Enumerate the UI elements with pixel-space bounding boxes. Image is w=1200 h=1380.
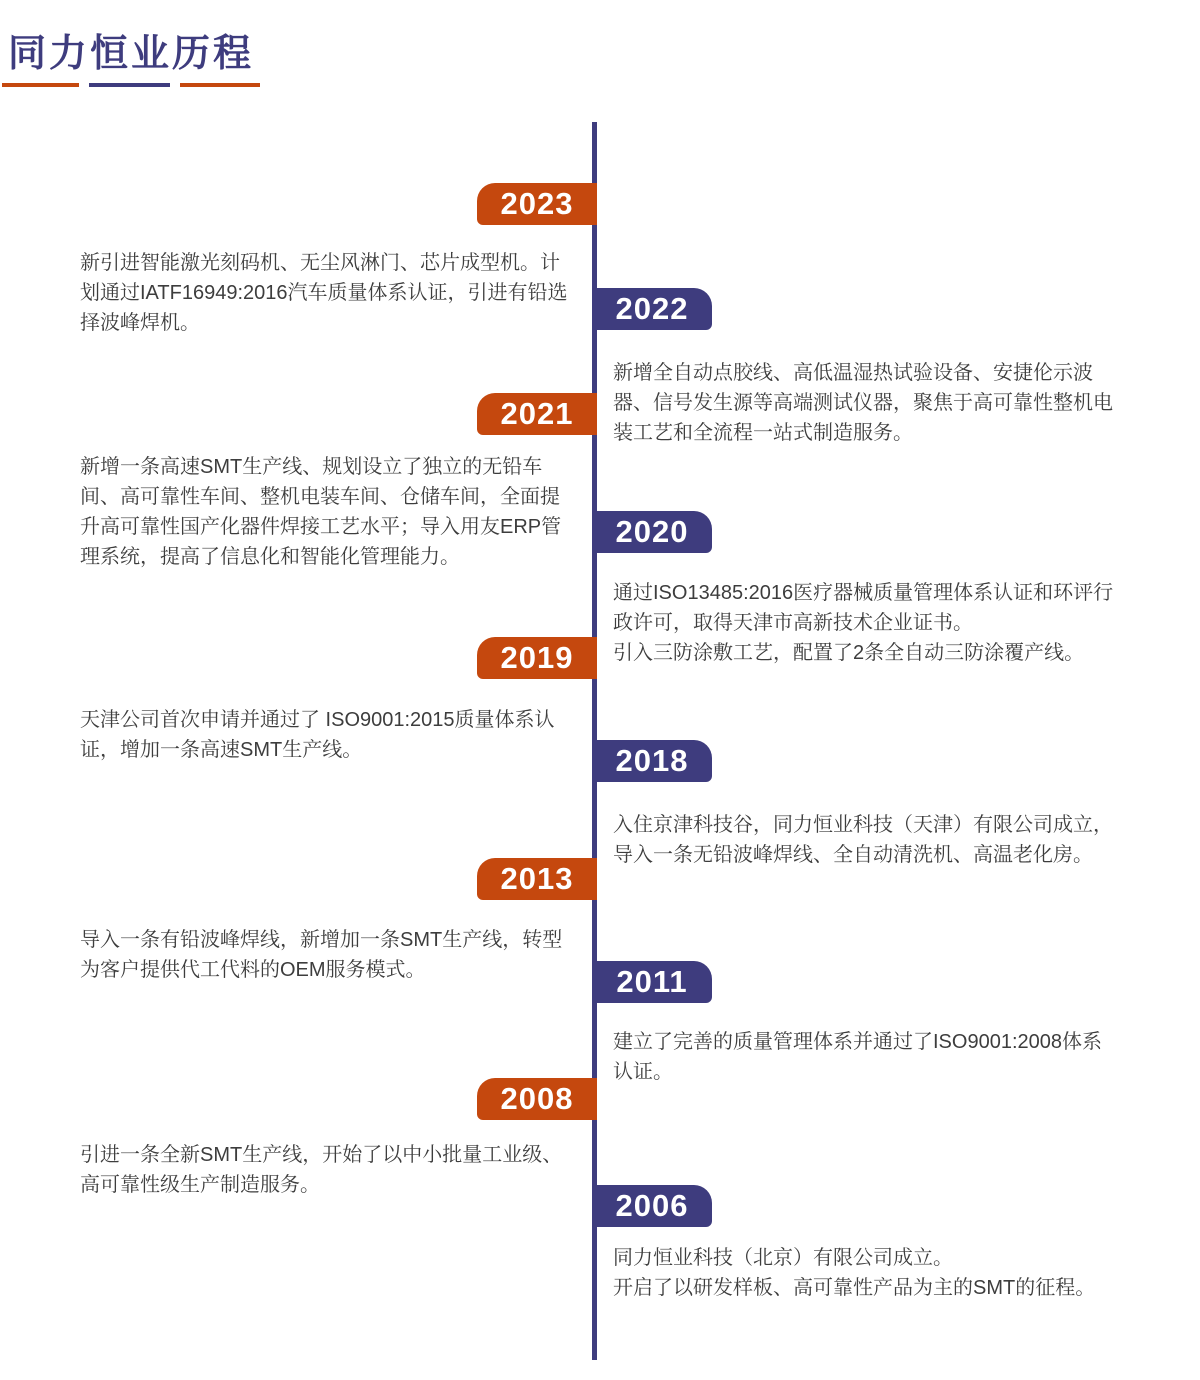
event-description-2008 <box>80 1140 577 1200</box>
event-description-2019 <box>80 705 577 765</box>
event-paragraph: 天津公司首次申请并通过了 ISO9001:2015质量体系认证，增加一条高速SMT生产线。 <box>80 709 555 761</box>
event-paragraph: 建立了完善的质量管理体系并通过了ISO9001:2008体系认证。 <box>613 1031 1102 1083</box>
year-badge-2020: 2020 <box>592 511 712 553</box>
year-badge-2006: 2006 <box>592 1185 712 1227</box>
event-description-2006 <box>613 1243 1118 1303</box>
event-description-2011 <box>613 1027 1118 1087</box>
year-badge-2013: 2013 <box>477 858 597 900</box>
event-description-2020 <box>613 578 1118 668</box>
title-underline-bar-2 <box>89 83 170 87</box>
page-title: 同力恒业历程 <box>8 33 255 75</box>
event-paragraph: 新引进智能激光刻码机、无尘风淋门、芯片成型机。计划通过IATF16949:2016汽车质量体系认证，引进有铅选择波峰焊机。 <box>80 252 568 334</box>
event-paragraph: 导入一条有铅波峰焊线，新增加一条SMT生产线，转型为客户提供代工代料的OEM服务模式。 <box>80 929 563 981</box>
event-paragraph: 新增一条高速SMT生产线、规划设立了独立的无铅车间、高可靠性车间、整机电装车间、仓储车间，全面提升高可靠性国产化器件焊接工艺水平；导入用友ERP管理系统，提高了信息化和智能化管理能力。 <box>80 456 562 568</box>
event-paragraph: 引进一条全新SMT生产线，开始了以中小批量工业级、高可靠性级生产制造服务。 <box>80 1144 563 1196</box>
event-description-2013 <box>80 925 577 985</box>
year-badge-2011: 2011 <box>592 961 712 1003</box>
event-description-2021 <box>80 452 577 572</box>
year-badge-2023: 2023 <box>477 183 597 225</box>
title-underline-bar-1 <box>2 83 79 87</box>
year-badge-2018: 2018 <box>592 740 712 782</box>
year-badge-2008: 2008 <box>477 1078 597 1120</box>
event-paragraph: 入住京津科技谷，同力恒业科技（天津）有限公司成立，导入一条无铅波峰焊线、全自动清洗机、高温老化房。 <box>613 814 1113 866</box>
event-description-2023 <box>80 248 577 338</box>
year-badge-2022: 2022 <box>592 288 712 330</box>
event-paragraph: 引入三防涂敷工艺，配置了2条全自动三防涂覆产线。 <box>613 642 1085 664</box>
event-paragraph: 同力恒业科技（北京）有限公司成立。 <box>613 1247 953 1269</box>
event-paragraph: 通过ISO13485:2016医疗器械质量管理体系认证和环评行政许可，取得天津市高新技术企业证书。 <box>613 582 1114 634</box>
title-underline-bar-3 <box>180 83 260 87</box>
event-description-2018 <box>613 810 1118 870</box>
event-paragraph: 开启了以研发样板、高可靠性产品为主的SMT的征程。 <box>613 1277 1096 1299</box>
year-badge-2021: 2021 <box>477 393 597 435</box>
year-badge-2019: 2019 <box>477 637 597 679</box>
event-description-2022 <box>613 358 1118 448</box>
event-paragraph: 新增全自动点胶线、高低温湿热试验设备、安捷伦示波器、信号发生源等高端测试仪器，聚焦于高可靠性整机电装工艺和全流程一站式制造服务。 <box>613 362 1113 444</box>
